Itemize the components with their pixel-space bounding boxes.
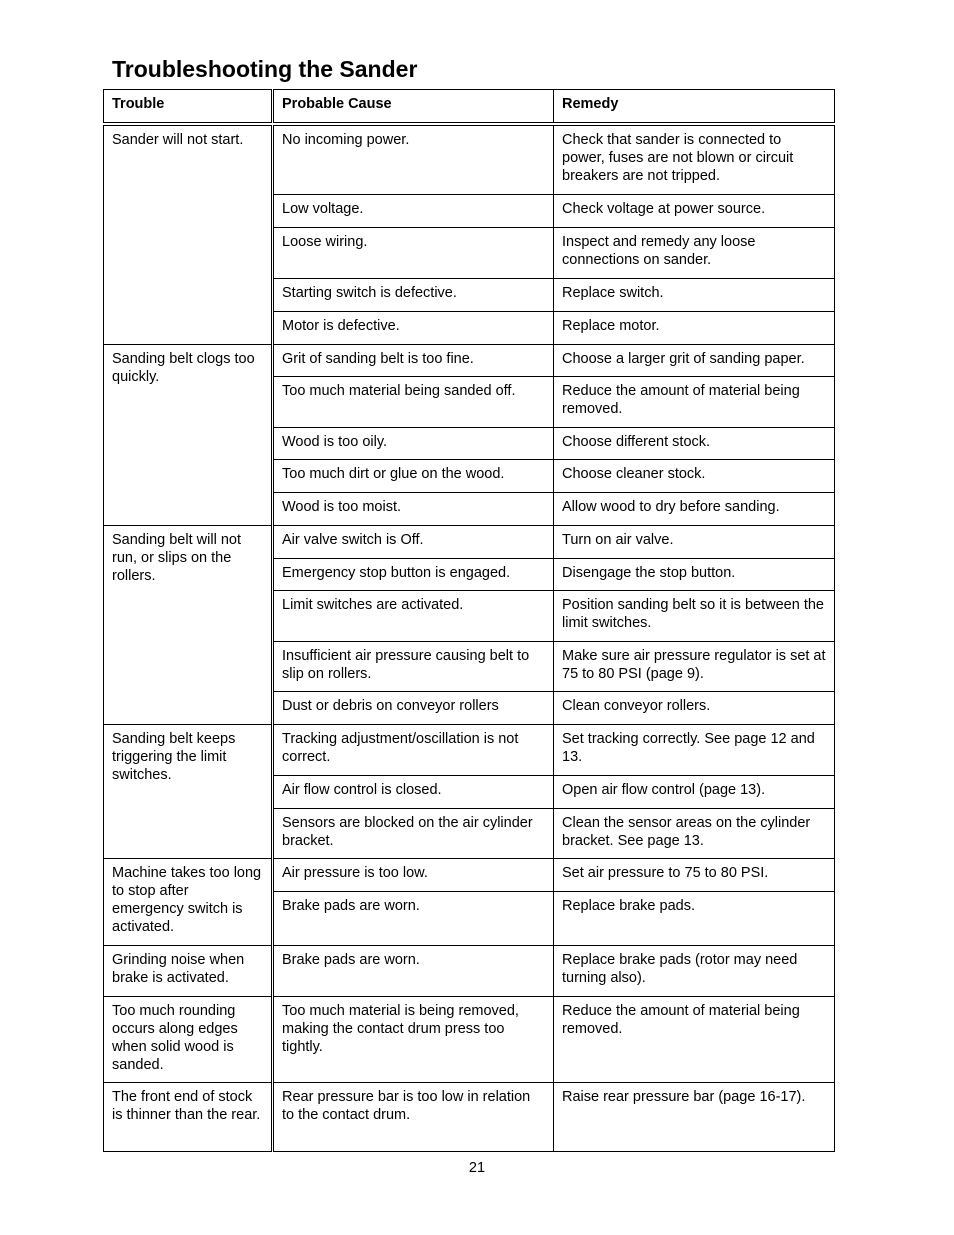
- cause-cell: Brake pads are worn.: [273, 946, 554, 997]
- trouble-cell: Sander will not start.: [104, 126, 273, 345]
- trouble-cell: Sanding belt clogs too quickly.: [104, 345, 273, 526]
- page-number: 21: [468, 1160, 486, 1176]
- cause-cell: No incoming power.: [273, 126, 554, 195]
- trouble-cell: Machine takes too long to stop after emergency switch is activated.: [104, 859, 273, 946]
- remedy-cell: Allow wood to dry before sanding.: [554, 493, 835, 526]
- cause-cell: Dust or debris on conveyor rollers: [273, 692, 554, 725]
- cause-cell: Loose wiring.: [273, 228, 554, 279]
- header-trouble: Trouble: [104, 90, 273, 123]
- remedy-cell: Disengage the stop button.: [554, 559, 835, 591]
- trouble-cell: Grinding noise when brake is activated.: [104, 946, 273, 997]
- header-probable-cause: Probable Cause: [273, 90, 554, 123]
- trouble-cell: The front end of stock is thinner than the rear.: [104, 1083, 273, 1152]
- remedy-cell: Set tracking correctly. See page 12 and 13.: [554, 725, 835, 776]
- remedy-cell: Choose different stock.: [554, 428, 835, 460]
- cause-cell: Starting switch is defective.: [273, 279, 554, 312]
- trouble-cell: Sanding belt keeps triggering the limit switches.: [104, 725, 273, 859]
- trouble-cell: Sanding belt will not run, or slips on the rollers.: [104, 526, 273, 725]
- cause-cell: Too much dirt or glue on the wood.: [273, 460, 554, 493]
- troubleshooting-table: [103, 89, 835, 1152]
- remedy-cell: Position sanding belt so it is between the limit switches.: [554, 591, 835, 642]
- remedy-cell: Check voltage at power source.: [554, 195, 835, 228]
- cause-cell: Wood is too oily.: [273, 428, 554, 460]
- remedy-cell: Choose cleaner stock.: [554, 460, 835, 493]
- cause-cell: Low voltage.: [273, 195, 554, 228]
- remedy-cell: Check that sander is connected to power, fuses are not blown or circuit breakers are not tripped.: [554, 126, 835, 195]
- table-row: [104, 997, 835, 1083]
- cause-cell: Emergency stop button is engaged.: [273, 559, 554, 591]
- cause-cell: Motor is defective.: [273, 312, 554, 345]
- cause-cell: Wood is too moist.: [273, 493, 554, 526]
- cause-cell: Limit switches are activated.: [273, 591, 554, 642]
- table-row: [104, 725, 835, 776]
- cause-cell: Rear pressure bar is too low in relation to the contact drum.: [273, 1083, 554, 1152]
- remedy-cell: Reduce the amount of material being removed.: [554, 377, 835, 428]
- remedy-cell: Replace brake pads (rotor may need turning also).: [554, 946, 835, 997]
- table-body: [104, 123, 835, 1152]
- cause-cell: Too much material is being removed, making the contact drum press too tightly.: [273, 997, 554, 1083]
- remedy-cell: Make sure air pressure regulator is set at 75 to 80 PSI (page 9).: [554, 642, 835, 692]
- cause-cell: Grit of sanding belt is too fine.: [273, 345, 554, 377]
- cause-cell: Air valve switch is Off.: [273, 526, 554, 559]
- cause-cell: Brake pads are worn.: [273, 892, 554, 946]
- remedy-cell: Inspect and remedy any loose connections on sander.: [554, 228, 835, 279]
- remedy-cell: Reduce the amount of material being removed.: [554, 997, 835, 1083]
- table-row: [104, 126, 835, 195]
- remedy-cell: Turn on air valve.: [554, 526, 835, 559]
- cause-cell: Air pressure is too low.: [273, 859, 554, 892]
- remedy-cell: Replace brake pads.: [554, 892, 835, 946]
- table-header-row: [104, 90, 835, 123]
- cause-cell: Air flow control is closed.: [273, 776, 554, 809]
- remedy-cell: Clean the sensor areas on the cylinder bracket. See page 13.: [554, 809, 835, 859]
- remedy-cell: Replace switch.: [554, 279, 835, 312]
- remedy-cell: Clean conveyor rollers.: [554, 692, 835, 725]
- table-row: [104, 1083, 835, 1152]
- remedy-cell: Set air pressure to 75 to 80 PSI.: [554, 859, 835, 892]
- cause-cell: Sensors are blocked on the air cylinder bracket.: [273, 809, 554, 859]
- trouble-cell: Too much rounding occurs along edges when solid wood is sanded.: [104, 997, 273, 1083]
- table-row: [104, 526, 835, 559]
- remedy-cell: Replace motor.: [554, 312, 835, 345]
- remedy-cell: Choose a larger grit of sanding paper.: [554, 345, 835, 377]
- table-row: [104, 946, 835, 997]
- table-row: [104, 345, 835, 377]
- header-remedy: Remedy: [554, 90, 835, 123]
- cause-cell: Too much material being sanded off.: [273, 377, 554, 428]
- remedy-cell: Raise rear pressure bar (page 16-17).: [554, 1083, 835, 1152]
- table-row: [104, 859, 835, 892]
- remedy-cell: Open air flow control (page 13).: [554, 776, 835, 809]
- page-title: Troubleshooting the Sander: [112, 56, 418, 82]
- cause-cell: Tracking adjustment/oscillation is not correct.: [273, 725, 554, 776]
- cause-cell: Insufficient air pressure causing belt to slip on rollers.: [273, 642, 554, 692]
